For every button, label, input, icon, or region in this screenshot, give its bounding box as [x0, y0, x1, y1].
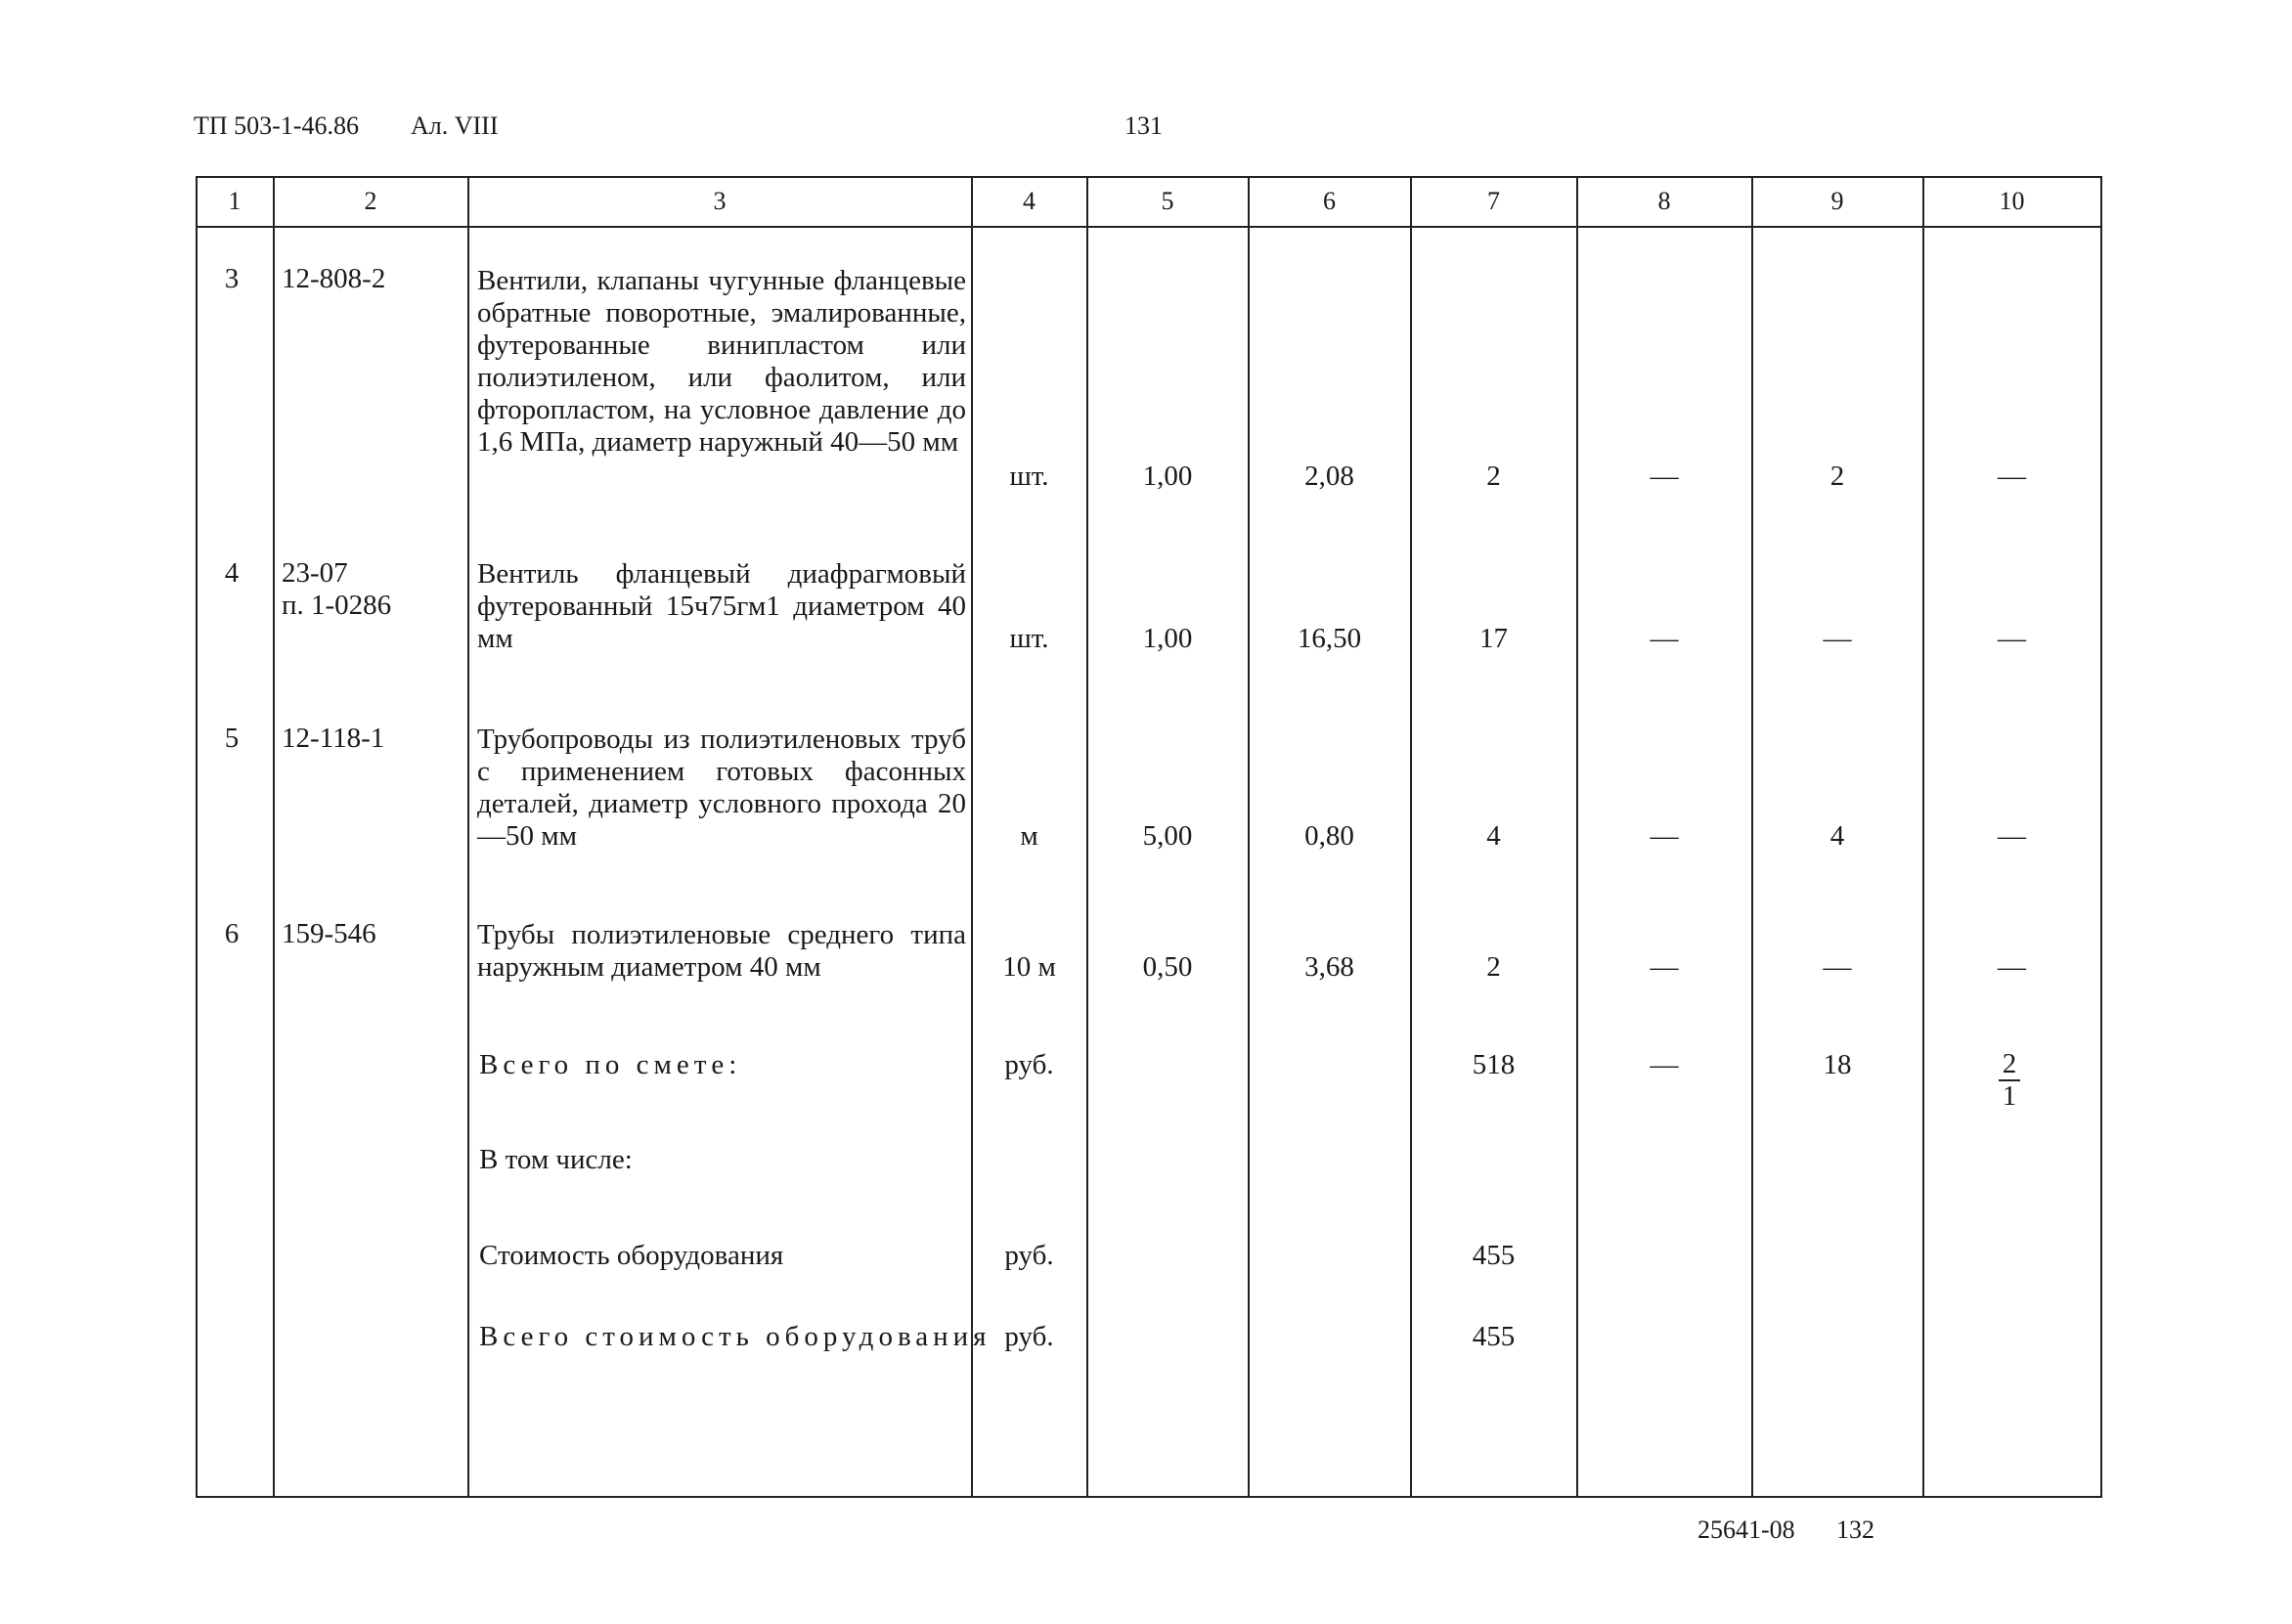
equipment-total-label: Всего стоимость оборудования: [479, 1321, 992, 1352]
unit: шт.: [1009, 461, 1049, 492]
quantity: 1,00: [1142, 461, 1193, 492]
column-10-value: —: [1998, 461, 2026, 492]
column-header-8: 8: [1657, 187, 1671, 215]
total-cost: 455: [1472, 1240, 1516, 1271]
total-cost: 2: [1486, 461, 1501, 492]
column-8-value: —: [1650, 951, 1679, 983]
unit: 10 м: [1002, 951, 1056, 983]
column-header-5: 5: [1161, 187, 1174, 215]
column-header-6: 6: [1323, 187, 1336, 215]
unit-cost: 3,68: [1304, 951, 1354, 983]
footer-document-number: 25641-08: [1697, 1515, 1795, 1544]
rate-code: 12-808-2: [282, 263, 386, 294]
fraction-numerator: 2: [1999, 1049, 2020, 1081]
column-header-7: 7: [1487, 187, 1500, 215]
column-10-value: —: [1998, 951, 2026, 983]
column-header-3: 3: [713, 187, 727, 215]
table-bottom-border: [196, 1496, 2102, 1498]
column-header-10: 10: [1999, 187, 2025, 215]
rate-code: 12-118-1: [282, 723, 385, 754]
total-cost: 518: [1472, 1049, 1516, 1080]
column-9-value: 18: [1823, 1049, 1852, 1080]
unit-cost: 2,08: [1304, 461, 1354, 492]
column-10-value: —: [1998, 623, 2026, 654]
unit: шт.: [1009, 623, 1049, 654]
item-description: Вентиль фланцевый диафрагмовый футерованный 15ч75гм1 диаметром 40 мм: [477, 558, 966, 654]
table-header-separator: [196, 226, 2102, 228]
row-number: 6: [224, 918, 240, 949]
including-label: В том числе:: [479, 1144, 633, 1175]
total-cost: 455: [1472, 1321, 1516, 1352]
quantity: 5,00: [1142, 820, 1193, 852]
column-divider: [2100, 176, 2102, 1498]
row-number: 3: [224, 263, 240, 294]
rate-code-line-2: п. 1-0286: [282, 590, 392, 621]
column-divider: [273, 176, 275, 1498]
page-number: 131: [1124, 111, 1163, 140]
quantity: 1,00: [1142, 623, 1193, 654]
total-cost: 2: [1486, 951, 1501, 983]
item-description: Трубы полиэтиленовые среднего типа наружным диаметром 40 мм: [477, 919, 966, 983]
unit-cost: 0,80: [1304, 820, 1354, 852]
row-number: 5: [224, 723, 240, 754]
unit-cost: 16,50: [1297, 623, 1362, 654]
column-header-9: 9: [1830, 187, 1844, 215]
footer-page-number: 132: [1836, 1515, 1874, 1544]
equipment-cost-label: Стоимость оборудования: [479, 1240, 784, 1271]
total-cost: 4: [1486, 820, 1501, 852]
column-8-value: —: [1650, 820, 1679, 852]
total-cost: 17: [1479, 623, 1508, 654]
column-8-value: —: [1650, 1049, 1679, 1080]
estimate-total-label: Всего по смете:: [479, 1049, 742, 1080]
column-10-fraction: [1985, 1049, 2034, 1112]
document-code: ТП 503-1-46.86: [194, 111, 359, 140]
unit: руб.: [1004, 1049, 1054, 1080]
column-header-2: 2: [364, 187, 377, 215]
item-description: Трубопроводы из полиэтиленовых труб с применением готовых фасонных деталей, диаметр условного прохода 20—50 мм: [477, 724, 966, 852]
column-divider: [467, 176, 469, 1498]
column-9-value: 4: [1829, 820, 1845, 852]
row-number: 4: [224, 557, 240, 589]
column-8-value: —: [1650, 461, 1679, 492]
fraction-denominator: 1: [2002, 1080, 2017, 1112]
column-8-value: —: [1650, 623, 1679, 654]
table-top-border: [196, 176, 2102, 178]
unit: руб.: [1004, 1240, 1054, 1271]
unit: м: [1020, 820, 1038, 852]
column-9-value: —: [1823, 951, 1852, 983]
column-10-value: —: [1998, 820, 2026, 852]
item-description: Вентили, клапаны чугунные фланцевые обратные поворотные, эмалированные, футерованные винипластом или полиэтиленом, или фаолитом, или фторопластом, на условное давление до 1,6 МПа, диаметр наружный 40—50 мм: [477, 265, 966, 458]
unit: руб.: [1004, 1321, 1054, 1352]
quantity: 0,50: [1142, 951, 1193, 983]
column-header-1: 1: [228, 187, 242, 215]
column-header-4: 4: [1023, 187, 1036, 215]
column-9-value: 2: [1829, 461, 1845, 492]
rate-code: 23-07: [282, 557, 348, 589]
column-divider: [196, 176, 198, 1498]
column-9-value: —: [1823, 623, 1852, 654]
album-number: Ал. VIII: [411, 111, 499, 140]
rate-code: 159-546: [282, 918, 376, 949]
